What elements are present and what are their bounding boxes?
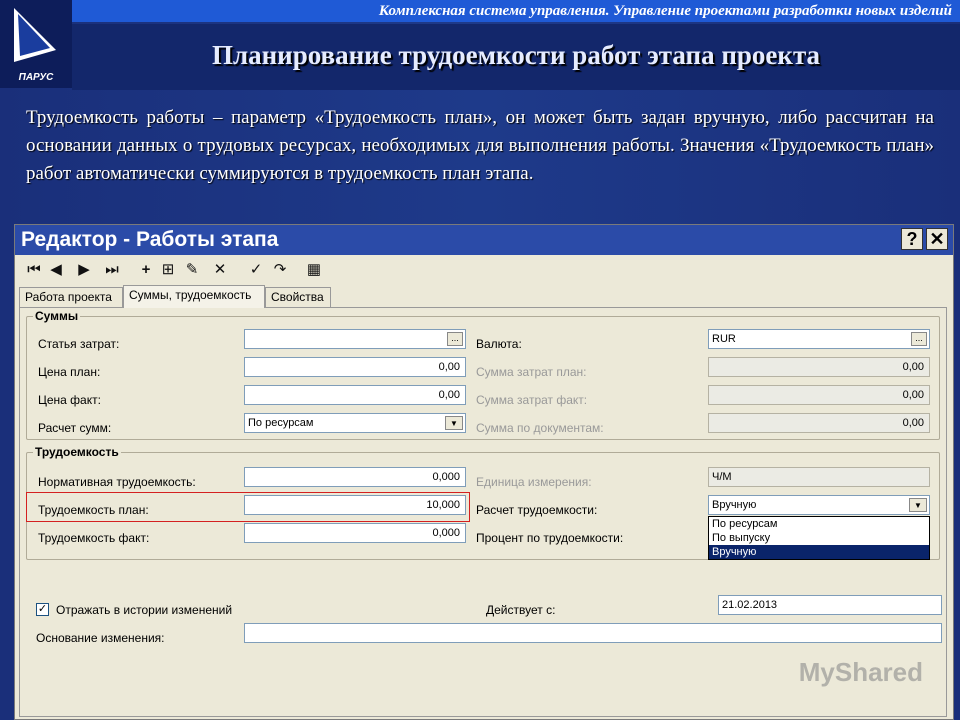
price-plan-field[interactable]: 0,00 (244, 357, 466, 377)
add-icon[interactable]: + (141, 261, 151, 278)
sum-calc-value: По ресурсам (248, 417, 314, 429)
tab-properties[interactable]: Свойства (265, 287, 331, 307)
doc-sum-label: Сумма по документам: (476, 421, 604, 435)
tab-project-work[interactable]: Работа проекта (19, 287, 123, 307)
watermark: MyShared (798, 657, 923, 687)
add-copy-icon[interactable]: ⊞ (161, 261, 175, 278)
normative-labor-label: Нормативная трудоемкость: (38, 475, 196, 489)
chevron-down-icon[interactable]: ▼ (909, 498, 927, 512)
price-fact-label: Цена факт: (38, 393, 101, 407)
sum-calc-label: Расчет сумм: (38, 421, 112, 435)
redo-icon[interactable]: ↷ (273, 261, 287, 278)
svg-text:ПАРУС: ПАРУС (18, 72, 54, 83)
sum-calc-select[interactable] (244, 413, 466, 433)
change-basis-label: Основание изменения: (36, 631, 165, 645)
labor-calc-dropdown (708, 516, 930, 560)
chevron-down-icon[interactable]: ▼ (445, 416, 463, 430)
window-titlebar (15, 225, 953, 255)
delete-icon[interactable]: ✕ (213, 261, 227, 278)
cost-item-field[interactable] (244, 329, 466, 349)
logo (0, 0, 72, 88)
sums-labor-panel (19, 307, 947, 717)
dropdown-option[interactable]: По выпуску (712, 532, 771, 544)
change-basis-field[interactable] (244, 623, 942, 643)
labor-group-title: Трудоемкость (35, 445, 119, 459)
doc-sum-field: 0,00 (708, 413, 930, 433)
currency-label: Валюта: (476, 337, 522, 351)
calendar-icon[interactable]: ▦ (306, 261, 322, 278)
sums-group-title: Суммы (35, 309, 79, 323)
edit-icon[interactable]: ✎ (185, 261, 199, 278)
unit-label: Единица измерения: (476, 475, 592, 489)
window-title: Редактор - Работы этапа (21, 228, 279, 251)
close-button[interactable]: ✕ (926, 228, 948, 250)
effective-date-label: Действует с: (486, 603, 556, 617)
labor-plan-label: Трудоемкость план: (38, 503, 149, 517)
dropdown-option[interactable]: По ресурсам (712, 518, 778, 530)
last-record-icon[interactable]: ⏭ (105, 261, 119, 278)
unit-field: Ч/М (708, 467, 930, 487)
cost-item-label: Статья затрат: (38, 337, 120, 351)
presentation-subtitle: Комплексная система управления. Управление проектами разработки новых изделий (72, 0, 960, 22)
cost-plan-label: Сумма затрат план: (476, 365, 587, 379)
cost-plan-field: 0,00 (708, 357, 930, 377)
labor-calc-value: Вручную (712, 499, 757, 511)
dropdown-option-selected[interactable]: Вручную (709, 545, 929, 559)
apply-icon[interactable]: ✓ (249, 261, 263, 278)
cost-item-picker-button[interactable]: ... (447, 332, 463, 346)
slide-title: Планирование трудоемкости работ этапа проекта (72, 24, 960, 90)
history-checkbox[interactable]: ✓ (37, 603, 48, 615)
tab-sums-labor[interactable]: Суммы, трудоемкость (123, 285, 265, 308)
normative-labor-field[interactable]: 0,000 (244, 467, 466, 487)
history-checkbox-label: Отражать в истории изменений (56, 603, 233, 617)
help-button[interactable]: ? (901, 228, 923, 250)
cost-fact-field: 0,00 (708, 385, 930, 405)
next-record-icon[interactable]: ▶ (78, 261, 90, 278)
effective-date-field[interactable]: 21.02.2013 (718, 595, 942, 615)
currency-field[interactable] (708, 329, 930, 349)
labor-plan-field[interactable]: 10,000 (244, 495, 466, 515)
currency-value: RUR (712, 333, 736, 345)
first-record-icon[interactable]: ⏮ (27, 261, 41, 278)
prev-record-icon[interactable]: ◀ (50, 261, 62, 278)
price-fact-field[interactable]: 0,00 (244, 385, 466, 405)
editor-window (14, 224, 954, 720)
labor-calc-select[interactable] (708, 495, 930, 515)
description-text: Трудоемкость работы – параметр «Трудоемкость план», он может быть задан вручную, либо рассчитан на основании данных о трудовых ресурсах, необходимых для выполнения работы. Значения «Трудоемкость план» работ автоматически суммируются в трудоемкость план этапа. (26, 107, 934, 184)
price-plan-label: Цена план: (38, 365, 101, 379)
labor-percent-label: Процент по трудоемкости: (476, 531, 624, 545)
cost-fact-label: Сумма затрат факт: (476, 393, 588, 407)
labor-calc-label: Расчет трудоемкости: (476, 503, 598, 517)
labor-fact-field[interactable]: 0,000 (244, 523, 466, 543)
labor-fact-label: Трудоемкость факт: (38, 531, 150, 545)
currency-picker-button[interactable]: ... (911, 332, 927, 346)
